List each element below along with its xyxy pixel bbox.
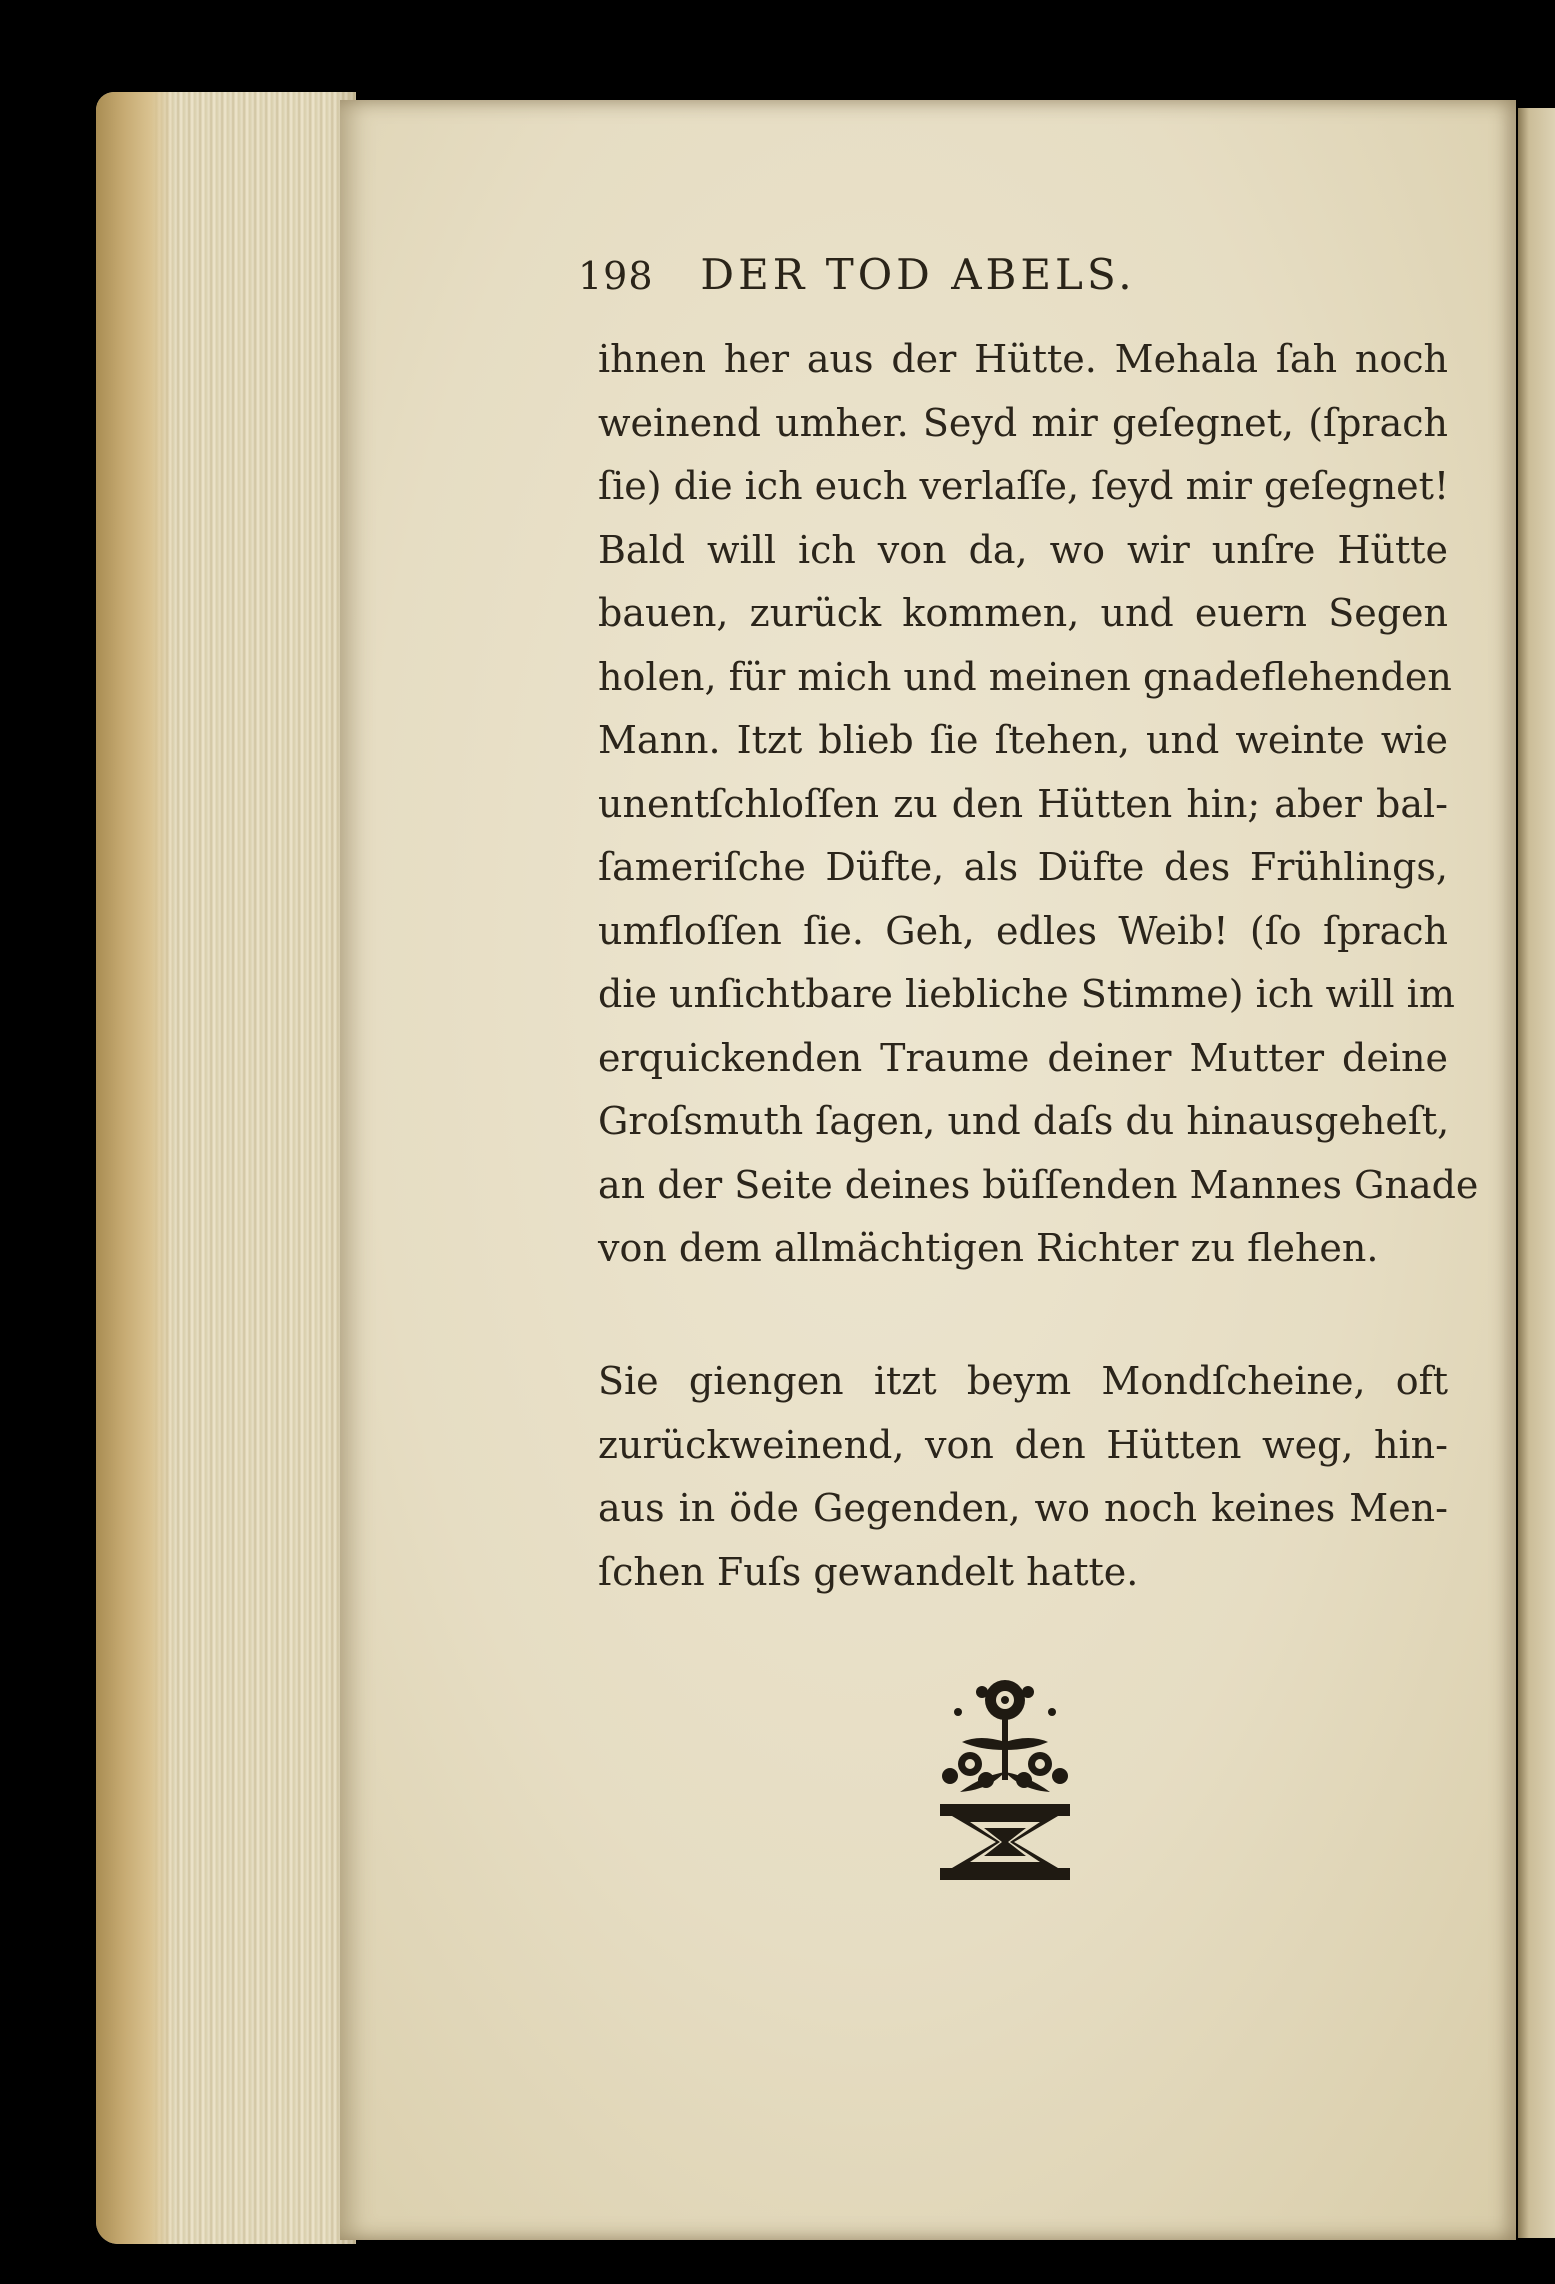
text-line: ihnen her aus der Hütte. Mehala ſah noch bbox=[598, 337, 1448, 381]
running-head bbox=[578, 250, 1278, 310]
text-line: Sie giengen itzt beym Mondſcheine, oft bbox=[598, 1359, 1448, 1403]
text-line: holen, für mich und meinen gnadeflehenden bbox=[598, 654, 1452, 699]
page-block-edge bbox=[96, 92, 356, 2244]
facing-page-edge bbox=[1518, 108, 1555, 2238]
text-line: umfloſſen ſie. Geh, edles Weib! (ſo ſprach bbox=[598, 908, 1448, 953]
text-line: unentſchloſſen zu den Hütten hin; aber bal- bbox=[598, 781, 1448, 826]
text-line: erquickenden Traume deiner Mutter deine bbox=[598, 1035, 1448, 1080]
page-number: 198 bbox=[578, 254, 654, 298]
paragraph bbox=[598, 328, 1479, 1281]
floral-vase-ornament-icon bbox=[930, 1672, 1080, 1882]
text-line: aus in öde Gegenden, wo noch keines Men- bbox=[598, 1486, 1448, 1530]
text-line: bauen, zurück kommen, und euern Segen bbox=[598, 591, 1448, 635]
text-line: weinend umher. Seyd mir geſegnet, (ſprach bbox=[598, 400, 1448, 445]
running-title: DER TOD ABELS. bbox=[700, 250, 1136, 299]
text-line: ſie) die ich euch verlaſſe, ſeyd mir geſegnet! bbox=[598, 464, 1450, 508]
text-line: Mann. Itzt blieb ſie ſtehen, und weinte wie bbox=[598, 718, 1448, 762]
text-line: zurückweinend, von den Hütten weg, hin- bbox=[598, 1422, 1448, 1467]
text-line: ſchen Fuſs gewandelt hatte. bbox=[598, 1549, 1139, 1594]
text-line: ſameriſche Düfte, als Düfte des Frühlings, bbox=[598, 845, 1448, 889]
text-line: die unſichtbare liebliche Stimme) ich will im bbox=[598, 972, 1455, 1016]
text-line: Groſsmuth ſagen, und daſs du hinausgeheſt, bbox=[598, 1099, 1450, 1143]
text-line: von dem allmächtigen Richter zu flehen. bbox=[598, 1226, 1379, 1270]
text-line: an der Seite deines büſſenden Mannes Gnade bbox=[598, 1162, 1479, 1207]
text-line: Bald will ich von da, wo wir unſre Hütte bbox=[598, 527, 1448, 572]
paragraph bbox=[598, 1350, 1448, 1604]
